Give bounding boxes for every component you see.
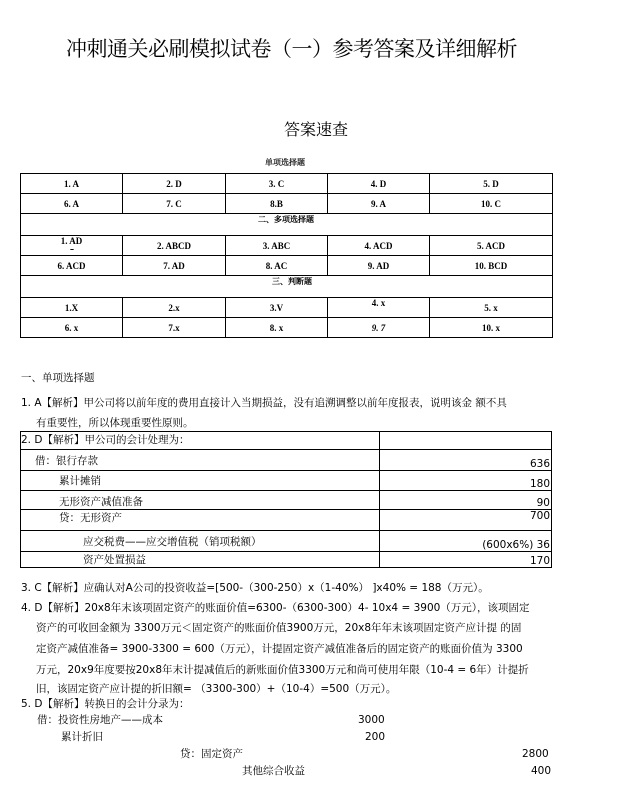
table-row [21,194,553,214]
multi-choice-caption: 二、多项选择题 [21,214,553,236]
q1-explanation-line-2: 有重要性，所以体现重要性原则。 [36,417,194,429]
q4-explanation-line: 资产的可收回金额为 3300万元＜固定资产的账面价值3900万元，20x8年年末该项固定资产应计提 的固 [36,622,522,634]
answer-cell: 2. ABCD [123,236,226,256]
table-row [21,471,552,491]
journal-value: (600x6%) 36 [380,531,552,552]
journal-value: 2800 [522,748,549,760]
journal-label: 累计折旧 [61,731,103,743]
answer-cell: 9. 7 [328,318,430,338]
journal-label: 其他综合收益 [242,765,305,777]
answer-cell: 4. ACD [328,236,430,256]
answer-cell: 6. A [21,194,123,214]
document-title: 冲刺通关必刷模拟试卷（一）参考答案及详细解析 [66,37,517,61]
answer-table [20,173,553,338]
section-heading: 一、单项选择题 [21,372,95,384]
table-row [21,276,553,298]
table-row [21,510,552,531]
answer-cell: 9. A [328,194,430,214]
journal-value: 90 [380,491,552,510]
answer-cell: 5. D [430,174,553,194]
table-row [21,450,552,471]
q4-explanation-line: 万元，20x9年度要按20x8年末计提减值后的新账面价值3300万元和尚可使用年限（10-4 = 6年）计提折 [36,664,529,676]
answer-cell: 8. AC [226,256,328,276]
table-row [21,256,553,276]
answer-cell: 3. ABC [226,236,328,256]
answer-cell: 4. D [328,174,430,194]
journal-value: 636 [380,450,552,471]
answer-cell: 1.X [21,298,123,318]
judgment-caption: 三、判断题 [21,276,553,298]
q4-explanation-line: 4. D【解析】20x8年末该项固定资产的账面价值=6300-（6300-300）4- 10x4 = 3900（万元），该项固定 [21,602,530,614]
journal-label: 无形资产减值准备 [21,491,380,510]
journal-value: 400 [531,765,552,777]
journal-label: 贷：固定资产 [180,748,243,760]
answer-cell: 9. AD [328,256,430,276]
table-row [21,318,553,338]
answer-cell: 2. D [123,174,226,194]
q2-journal-table [20,431,552,568]
q4-explanation-line: 定资产减值准备= 3900-3300 = 600（万元），计提固定资产减值准备后的固定资产的账面价值为 3300 [36,643,523,655]
table-row [21,298,553,318]
journal-label: 资产处置损益 [21,552,380,568]
table-row [21,552,552,568]
answer-cell: 7.x [123,318,226,338]
journal-value: 170 [380,552,552,568]
answer-cell: 6. ACD [21,256,123,276]
answer-quick-check-heading: 答案速查 [283,120,348,139]
q3-explanation: 3. C【解析】应确认对A公司的投资收益=[500-（300-250）x（1-40%） ]x40% = 188（万元）。 [21,582,489,594]
answer-cell: 6. x [21,318,123,338]
journal-label: 借：投资性房地产——成本 [37,714,163,726]
journal-label: 累计摊销 [21,471,380,491]
q4-explanation-line: 旧，该固定资产应计提的折旧额= （3300-300）+（10-4）=500（万元）。 [36,683,397,695]
answer-cell: 5. ACD [430,236,553,256]
journal-value: 200 [365,731,386,743]
journal-value: 700 [380,510,552,531]
journal-label: 借：银行存款 [21,450,380,471]
table-row [21,491,552,510]
answer-cell: 8. x [226,318,328,338]
answer-cell: 10. BCD [430,256,553,276]
journal-value: 180 [380,471,552,491]
journal-label: 贷：无形资产 [21,510,380,531]
q2-header: 2. D【解析】甲公司的会计处理为： [21,432,380,450]
journal-value: 3000 [358,714,385,726]
journal-label: 应交税费——应交增值税（销项税额） [21,531,380,552]
table-row [21,214,553,236]
table-row [21,432,552,450]
answer-cell: 4. x [328,298,430,318]
table-row [21,236,553,256]
answer-cell: 5. x [430,298,553,318]
answer-cell: 3. C [226,174,328,194]
answer-cell: 10. C [430,194,553,214]
table-row [21,531,552,552]
answer-cell: 7. AD [123,256,226,276]
answer-cell: 3.V [226,298,328,318]
answer-cell: 2.x [123,298,226,318]
single-choice-caption: 单项选择题 [265,158,305,167]
empty-cell [380,432,552,450]
q5-header: 5. D【解析】转换日的会计分录为： [21,698,190,710]
answer-cell [21,236,123,256]
answer-cell: 10. x [430,318,553,338]
answer-cell-text: 1. AD [60,236,83,246]
answer-cell: 1. A [21,174,123,194]
answer-cell-dots: ...... [70,246,73,252]
table-row [21,174,553,194]
answer-cell: 7. C [123,194,226,214]
answer-cell: 8.B [226,194,328,214]
q1-explanation-line-1: 1. A【解析】甲公司将以前年度的费用直接计入当期损益，没有追溯调整以前年度报表，说明该金 额不具 [21,397,507,409]
